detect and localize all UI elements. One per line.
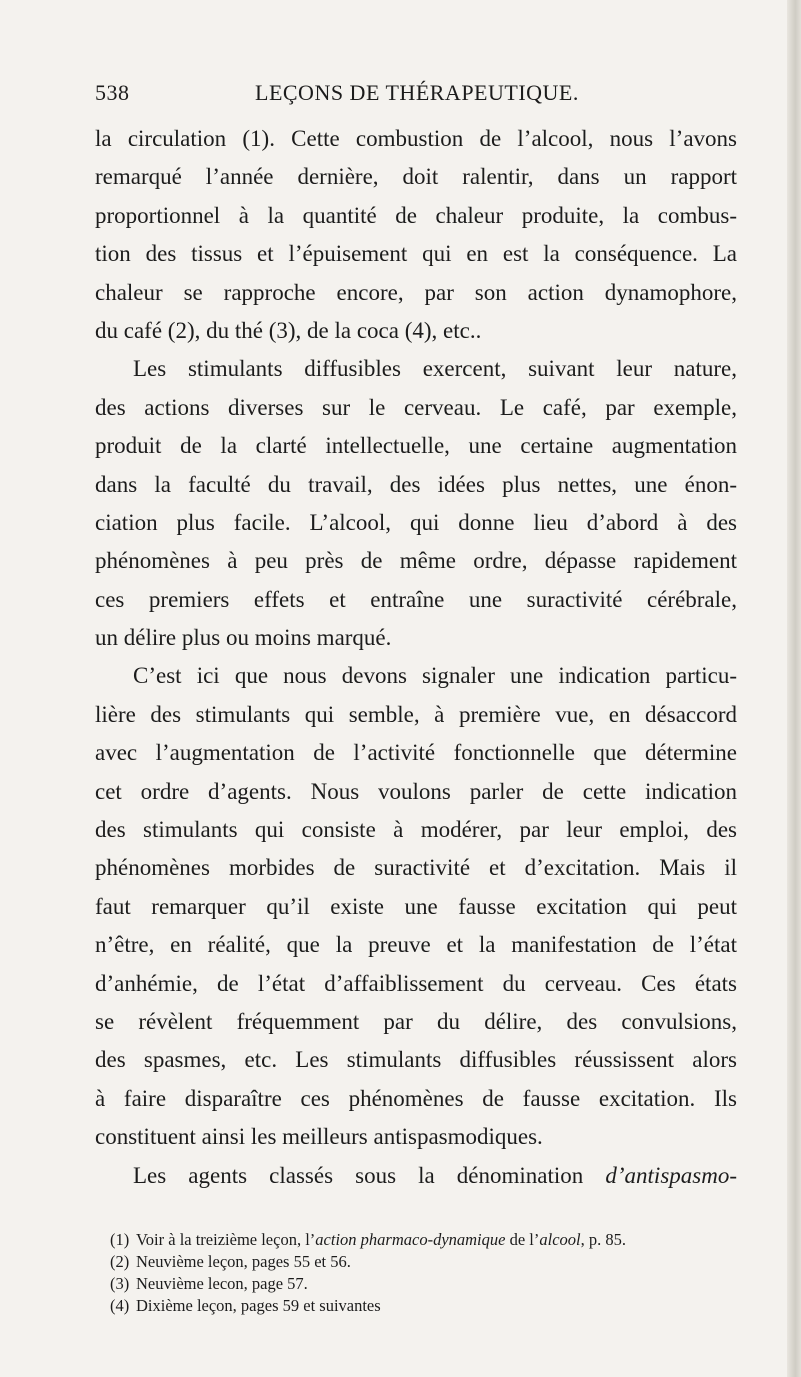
footnote-1 (110, 1229, 738, 1251)
footnote-text: Dixième leçon, pages 59 et suivantes (136, 1296, 381, 1315)
text-line: Les stimulants diffusibles exercent, suivant leur nature, (133, 356, 737, 382)
text-line: proportionnel à la quantité de chaleur produite, la combus- (95, 202, 737, 228)
text-line: C’est ici que nous devons signaler une indication particu- (133, 663, 737, 689)
last-line-italic: d’antispasmo- (605, 1162, 737, 1188)
text-line: constituent ainsi les meilleurs antispasmodiques. (95, 1124, 543, 1150)
text-line: à faire disparaître ces phénomènes de fausse excitation. Ils (95, 1085, 737, 1111)
text-line: se révèlent fréquemment par du délire, des convulsions, (95, 1008, 737, 1034)
text-line: la circulation (1). Cette combustion de l’alcool, nous l’avons (95, 126, 737, 151)
footnote-4 (110, 1295, 738, 1317)
footnote-number: (2) (110, 1252, 130, 1271)
text-line: chaleur se rapproche encore, par son action dynamophore, (95, 279, 737, 305)
page-number: 538 (95, 80, 130, 105)
last-line-prefix: Les agents classés sous la dénomination (133, 1162, 606, 1188)
text-line: cet ordre d’agents. Nous voulons parler de cette indication (95, 778, 737, 804)
text-line: produit de la clarté intellectuelle, une certaine augmentation (95, 433, 737, 459)
footnote-italic: action pharmaco-dynamique (315, 1230, 506, 1249)
footnote-number: (4) (110, 1296, 130, 1315)
footnotes (110, 1229, 738, 1317)
text-line: dans la faculté du travail, des idées plus nettes, une énon- (95, 471, 737, 497)
running-title: LEÇONS DE THÉRAPEUTIQUE. (255, 80, 579, 105)
text-line-last (95, 1157, 737, 1195)
text-line: faut remarquer qu’il existe une fausse excitation qui peut (95, 893, 737, 919)
text-line: remarqué l’année dernière, doit ralentir, dans un rapport (95, 164, 737, 190)
text-line: un délire plus ou moins marqué. (95, 625, 392, 651)
text-line: tion des tissus et l’épuisement qui en est la conséquence. La (95, 241, 737, 267)
text-line: des stimulants qui consiste à modérer, par leur emploi, des (95, 817, 737, 843)
footnote-text: Voir à la treizième leçon, l’ (136, 1230, 316, 1249)
text-line: d’anhémie, de l’état d’affaiblissement du cerveau. Ces états (95, 970, 737, 996)
text-line: avec l’augmentation de l’activité fonctionnelle que détermine (95, 740, 737, 766)
text-line: ciation plus facile. L’alcool, qui donne lieu d’abord à des (95, 509, 737, 535)
footnote-number: (3) (110, 1274, 130, 1293)
text-line: n’être, en réalité, que la preuve et la manifestation de l’état (95, 932, 737, 958)
footnote-text: Neuvième leçon, pages 55 et 56. (136, 1252, 351, 1271)
footnote-text: de l’ (505, 1230, 540, 1249)
footnote-text: , p. 85. (580, 1230, 626, 1249)
text-line: lière des stimulants qui semble, à première vue, en désaccord (95, 701, 737, 727)
body-text (95, 120, 737, 1195)
page-edge (787, 0, 801, 1377)
footnote-text: Neuvième lecon, page 57. (136, 1274, 308, 1293)
text-line: des actions diverses sur le cerveau. Le café, par exemple, (95, 394, 737, 420)
footnote-italic: alcool (539, 1230, 581, 1249)
footnote-number: (1) (110, 1230, 130, 1249)
text-line: phénomènes à peu près de même ordre, dépasse rapidement (95, 548, 737, 574)
text-line: du café (2), du thé (3), de la coca (4), etc.. (95, 317, 482, 343)
running-head (95, 80, 735, 116)
footnote-3 (110, 1273, 738, 1295)
text-line: ces premiers effets et entraîne une suractivité cérébrale, (95, 586, 737, 612)
text-line: des spasmes, etc. Les stimulants diffusibles réussissent alors (95, 1047, 737, 1073)
footnote-2 (110, 1251, 738, 1273)
text-line: phénomènes morbides de suractivité et d’excitation. Mais il (95, 855, 737, 881)
